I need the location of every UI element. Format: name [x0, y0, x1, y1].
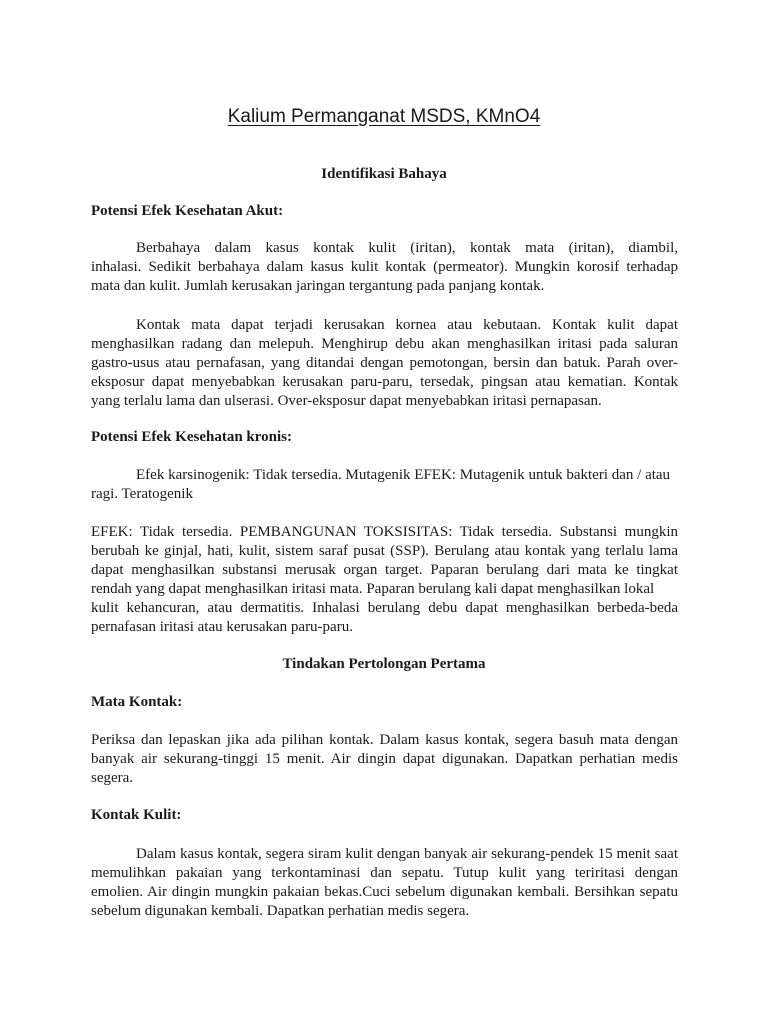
paragraph-chronic-1 — [91, 466, 678, 504]
text-line: memulihkan pakaian yang terkontaminasi dan sepatu. Tutup kulit yang teriritasi dengan — [91, 865, 678, 881]
text-line: Berbahaya dalam kasus kontak kulit (iritan), kontak mata (iritan), diambil, — [136, 240, 678, 256]
text-line: pernafasan iritasi atau kerusakan paru-paru. — [91, 619, 353, 635]
text-line: rendah yang dapat menghasilkan iritasi mata. Paparan berulang kali dapat menghasilkan lokal — [91, 581, 655, 597]
heading-eye-contact: Mata Kontak: — [91, 694, 183, 710]
text-line: EFEK: Tidak tersedia. PEMBANGUNAN TOKSISITAS: Tidak tersedia. Substansi mungkin — [91, 524, 678, 540]
document-title: Kalium Permanganat MSDS, KMnO4 — [227, 106, 541, 127]
paragraph-acute-1 — [91, 239, 678, 296]
text-line: sebelum digunakan kembali. Dapatkan perhatian medis segera. — [91, 903, 470, 919]
text-line: banyak air sekurang-tinggi 15 menit. Air dingin dapat digunakan. Dapatkan perhatian medis — [91, 751, 678, 767]
paragraph-eye-contact — [91, 731, 678, 788]
text-line: berubah ke ginjal, hati, kulit, sistem saraf pusat (SSP). Berulang atau kontak yang terlalu lama — [91, 543, 678, 559]
text-line: yang terlalu lama dan ulserasi. Over-eksposur dapat menyebabkan iritasi pernapasan. — [91, 393, 602, 409]
heading-acute-health-effects: Potensi Efek Kesehatan Akut: — [91, 203, 284, 219]
heading-chronic-health-effects: Potensi Efek Kesehatan kronis: — [91, 429, 292, 445]
text-line: menghasilkan radang dan melepuh. Menghirup debu akan menghasilkan iritasi pada saluran — [91, 336, 678, 352]
text-line: Kontak mata dapat terjadi kerusakan kornea atau kebutaan. Kontak kulit dapat — [136, 317, 678, 333]
paragraph-chronic-2 — [91, 523, 678, 637]
text-line: dapat menghasilkan substansi merusak organ target. Paparan berulang dari mata ke tingkat — [91, 562, 678, 578]
text-line: Periksa dan lepaskan jika ada pilihan kontak. Dalam kasus kontak, segera basuh mata dengan — [91, 732, 678, 748]
section-title-hazard-identification: Identifikasi Bahaya — [321, 166, 447, 182]
text-line: inhalasi. Sedikit berbahaya dalam kasus kulit kontak (permeator). Mungkin korosif terhadap — [91, 259, 678, 275]
text-line: Efek karsinogenik: Tidak tersedia. Mutagenik EFEK: Mutagenik untuk bakteri dan / atau — [136, 467, 671, 483]
heading-skin-contact: Kontak Kulit: — [91, 807, 182, 823]
text-line: segera. — [91, 770, 134, 786]
text-line: kulit kehancuran, atau dermatitis. Inhalasi berulang debu dapat menghasilkan berbeda-beda — [91, 600, 678, 616]
paragraph-skin-contact — [91, 845, 678, 921]
text-line: eksposur dapat menyebabkan kerusakan paru-paru, tersedak, pingsan atau kematian. Kontak — [91, 374, 678, 390]
text-line: ragi. Teratogenik — [91, 486, 193, 502]
text-line: gastro-usus atau pernafasan, yang ditandai dengan pemotongan, bersin dan batuk. Parah over- — [91, 355, 678, 371]
text-line: mata dan kulit. Jumlah kerusakan jaringan tergantung pada panjang kontak. — [91, 278, 545, 294]
section-title-first-aid: Tindakan Pertolongan Pertama — [282, 656, 486, 672]
paragraph-acute-2 — [91, 316, 678, 411]
text-line: Dalam kasus kontak, segera siram kulit dengan banyak air sekurang-pendek 15 menit saat — [136, 846, 678, 862]
text-line: emolien. Air dingin mungkin pakaian bekas.Cuci sebelum digunakan kembali. Bersihkan sepatu — [91, 884, 678, 900]
